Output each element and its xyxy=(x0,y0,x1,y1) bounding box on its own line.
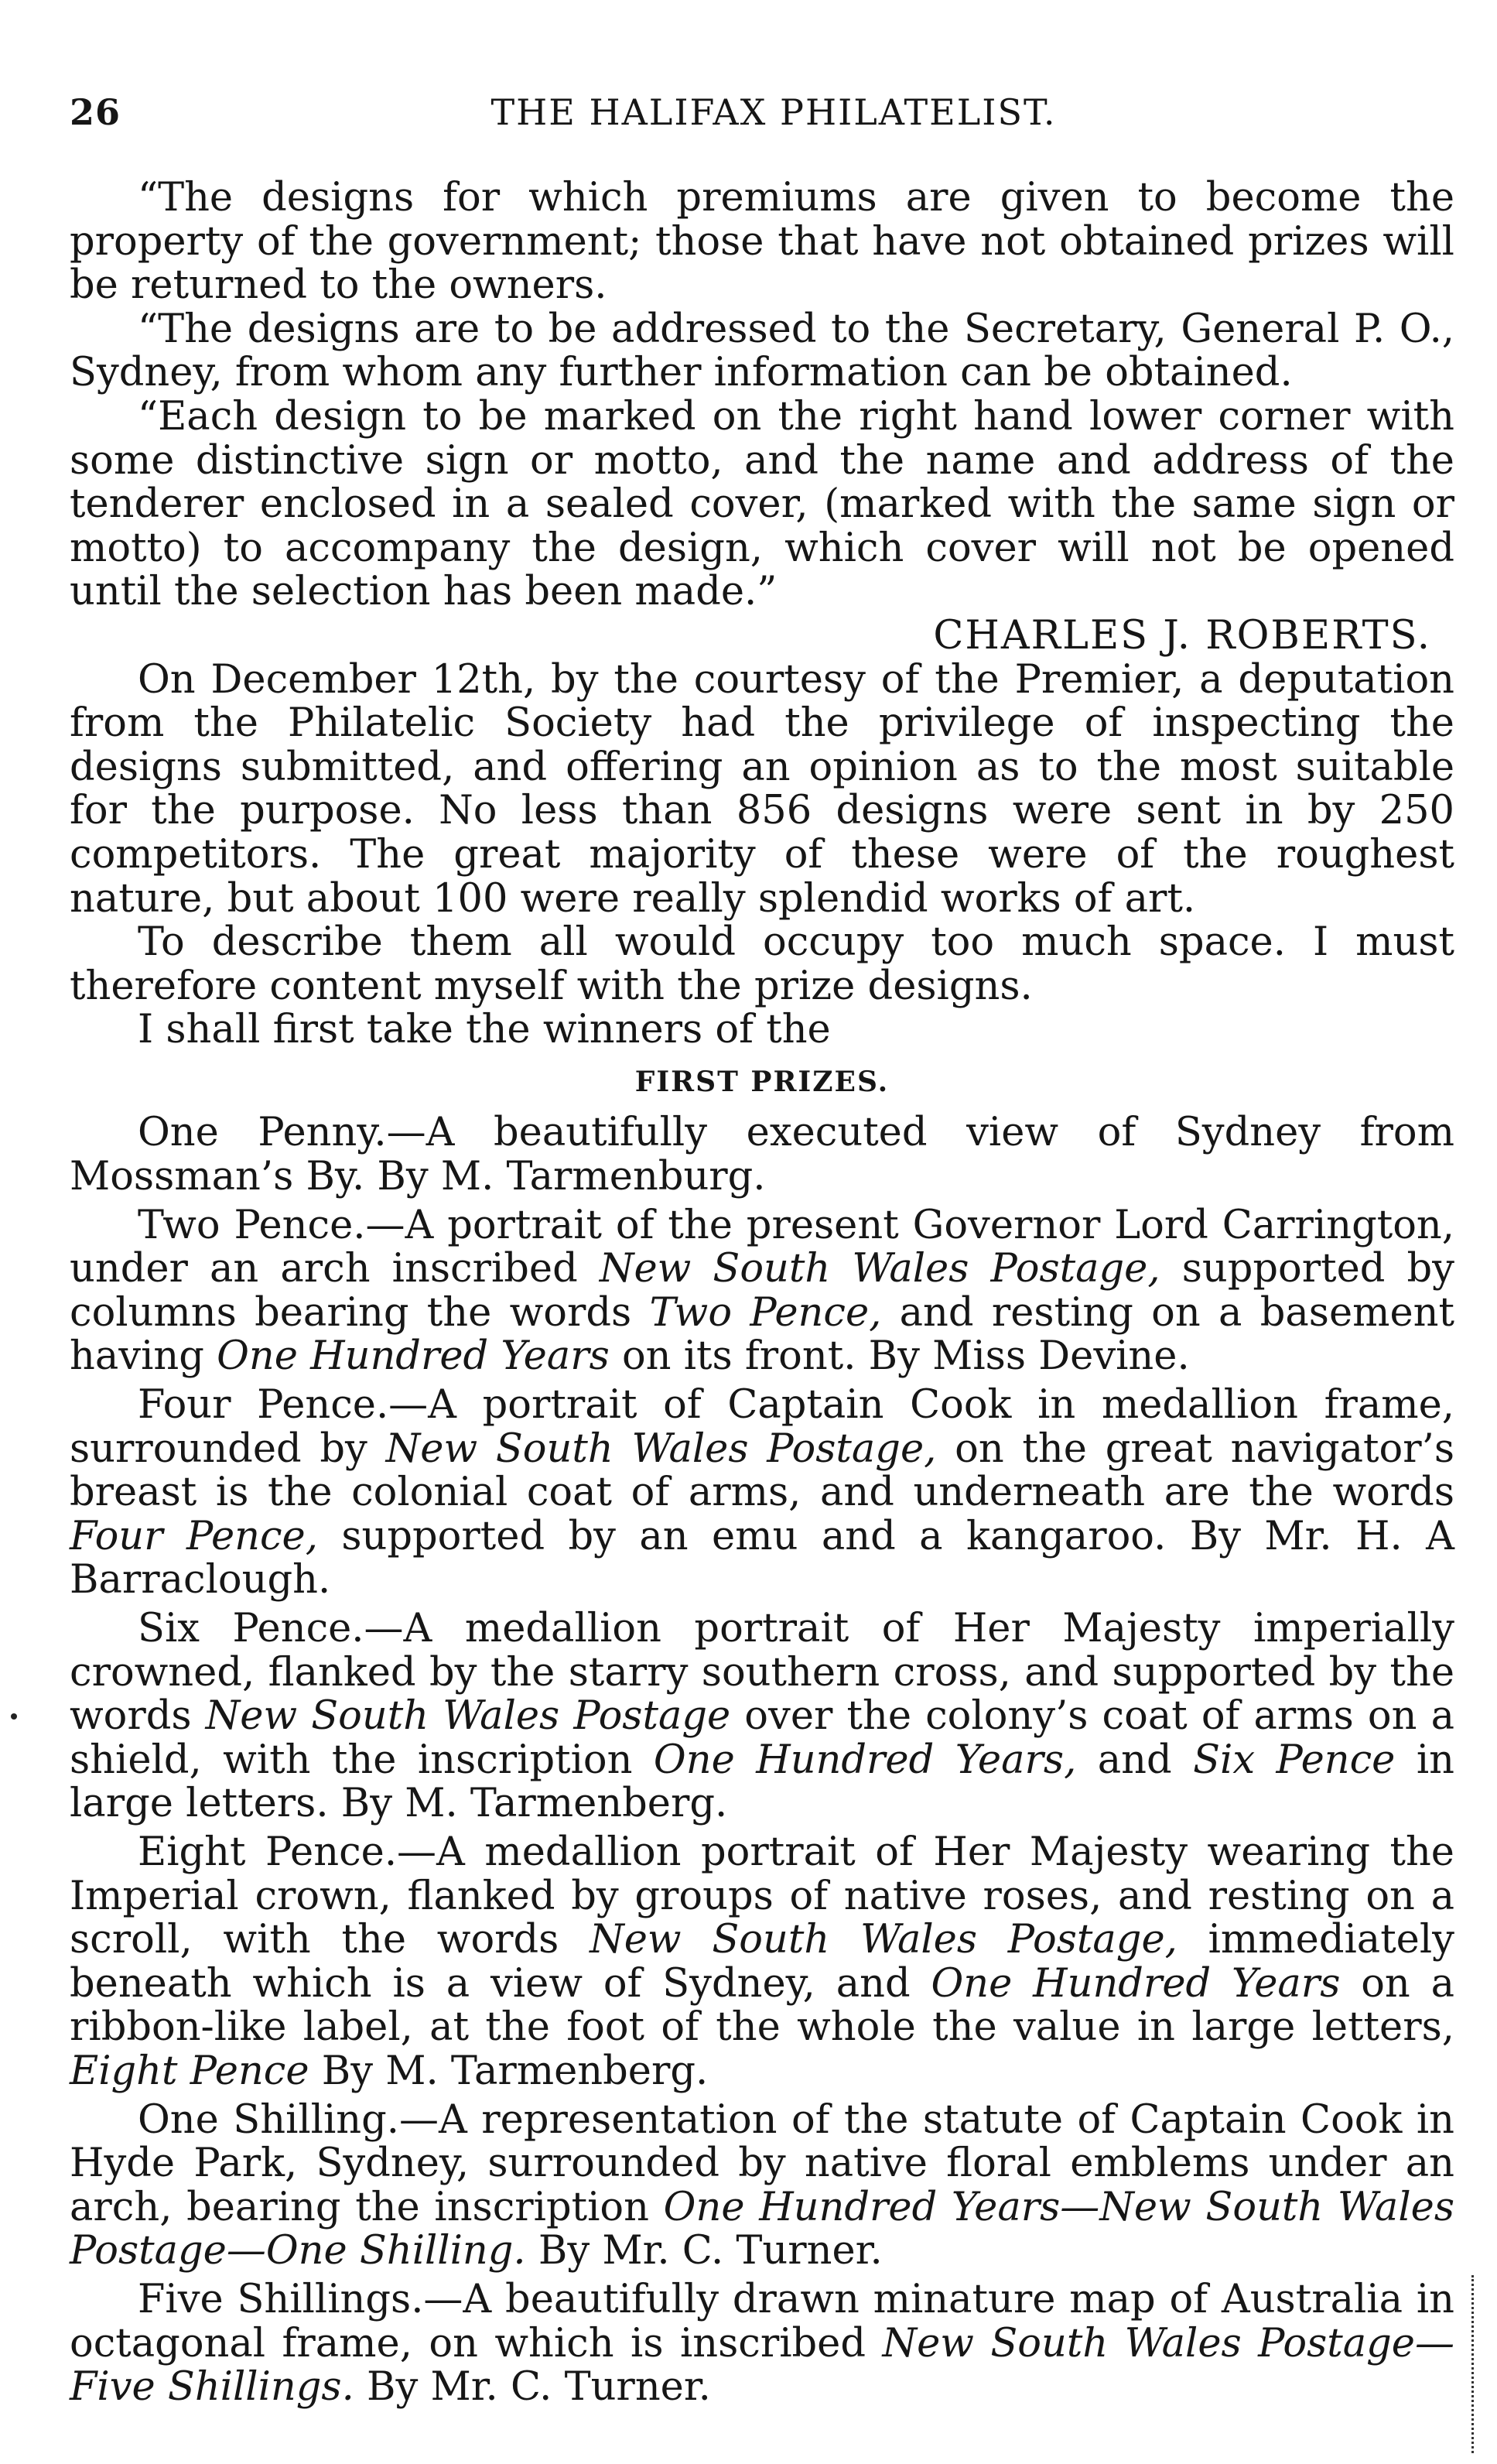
prize-text: on a ribbon-like label, at the foot of the whole the value in large letters, xyxy=(70,1960,1454,2051)
prize-one-penny xyxy=(70,1111,1454,1199)
prize-text: Six Pence.—A medallion portrait of Her Majesty imperially crowned, flanked by the starry southern cross, and supported by the words xyxy=(70,1606,1454,1740)
prize-text: on its front. By Miss Devine. xyxy=(609,1333,1190,1380)
prize-text: One Penny.—A beautifully executed view of Sydney from Mossman’s By. By M. Tarmenburg. xyxy=(70,1110,1454,1200)
quote-paragraph: “The designs for which premiums are given to become the property of the government; those that have not obtained prizes will be returned to the owners. xyxy=(70,175,1454,309)
prize-one-shilling xyxy=(70,2096,1454,2274)
running-title: THE HALIFAX PHILATELIST. xyxy=(490,91,1057,133)
prize-inscription: Four Pence, xyxy=(70,1513,318,1559)
page-number: 26 xyxy=(70,91,121,133)
prize-inscription: One Hundred Years xyxy=(217,1333,610,1380)
prize-four-pence xyxy=(70,1384,1454,1603)
prize-inscription: New South Wales Postage, xyxy=(385,1425,937,1472)
prize-text: and resting on a basement having xyxy=(70,1289,1455,1380)
prize-text: on the great navigator’s breast is the colonial coat of arms, and underneath are the words xyxy=(70,1425,1454,1516)
margin-dotted-mark xyxy=(1471,2275,1476,2453)
prize-inscription: One Hundred Years xyxy=(931,1960,1341,2007)
signature: CHARLES J. ROBERTS. xyxy=(933,612,1431,659)
prize-inscription: New South Wales Postage, xyxy=(599,1246,1160,1292)
prize-text: One Shilling.—A representation of the statute of Captain Cook in Hyde Park, Sydney, surrounded by native floral emblems under an arch, bearing the inscription xyxy=(70,2096,1454,2230)
prize-inscription: Six Pence xyxy=(1193,1737,1396,1783)
prize-inscription: Two Pence, xyxy=(649,1289,882,1336)
prize-two-pence xyxy=(70,1204,1454,1379)
quote-paragraph: “The designs are to be addressed to the Secretary, General P. O., Sydney, from whom any further information can be obtained. xyxy=(70,306,1454,396)
prize-five-shillings xyxy=(70,2278,1454,2410)
prize-text: Four Pence.—A portrait of Captain Cook in medallion frame, surrounded by xyxy=(70,1382,1454,1472)
prize-text: By Mr. C. Turner. xyxy=(525,2228,883,2274)
prize-text: in large letters. By M. Tarmenberg. xyxy=(70,1737,1454,1827)
narrative-paragraph: On December 12th, by the courtesy of the Premier, a deputation from the Philatelic Society had the privilege of inspecting the designs submitted, and offering an opinion as to the most suitable for the purpose. No less than 856 designs were sent in by 250 competitors. The great majority of these were of the roughest nature, but about 100 were really splendid works of art. xyxy=(70,656,1454,922)
prize-eight-pence xyxy=(70,1831,1454,2094)
prize-text: and xyxy=(1076,1737,1194,1783)
page-header xyxy=(70,91,1447,145)
prize-inscription: One Hundred Years—New South Wales Postage—One Shilling. xyxy=(70,2184,1454,2274)
prize-text: Eight Pence.—A medallion portrait of Her Majesty wearing the Imperial crown, flanked by groups of native roses, and resting on a scroll, with the words xyxy=(70,1829,1454,1963)
prize-text: supported by columns bearing the words xyxy=(70,1246,1454,1336)
prize-inscription: New South Wales Postage, xyxy=(590,1917,1177,1963)
narrative-paragraph: To describe them all would occupy too much space. I must therefore content myself with the prize designs. xyxy=(70,919,1454,1009)
prize-six-pence xyxy=(70,1607,1454,1826)
prize-inscription: New South Wales Postage—Five Shillings. xyxy=(70,2320,1454,2411)
prize-inscription: One Hundred Years, xyxy=(653,1737,1077,1783)
margin-speck xyxy=(11,1713,17,1720)
prize-text: By Mr. C. Turner. xyxy=(354,2364,711,2411)
prize-text: over the colony’s coat of arms on a shield, with the inscription xyxy=(70,1693,1454,1783)
prize-inscription: New South Wales Postage xyxy=(205,1693,731,1740)
prize-text: Five Shillings.—A beautifully drawn minature map of Australia in octagonal frame, on which is inscribed xyxy=(70,2276,1454,2366)
prize-text: By M. Tarmenberg. xyxy=(309,2048,709,2094)
article-body xyxy=(70,176,1454,2410)
prize-text: supported by an emu and a kangaroo. By Mr. H. A Barraclough. xyxy=(70,1513,1454,1603)
prize-text: Two Pence.—A portrait of the present Governor Lord Carrington, under an arch inscribed xyxy=(70,1202,1454,1292)
prize-text: immediately beneath which is a view of Sydney, and xyxy=(70,1917,1454,2007)
narrative-paragraph: I shall first take the winners of the xyxy=(138,1007,831,1053)
prize-inscription: Eight Pence xyxy=(70,2048,309,2094)
quote-paragraph: “Each design to be marked on the right hand lower corner with some distinctive sign or motto, and the name and address of the tenderer enclosed in a sealed cover, (marked with the same sign or motto) to accompany the design, which cover will not be opened until the selection has been made.” xyxy=(70,393,1454,615)
section-heading: FIRST PRIZES. xyxy=(634,1065,890,1098)
